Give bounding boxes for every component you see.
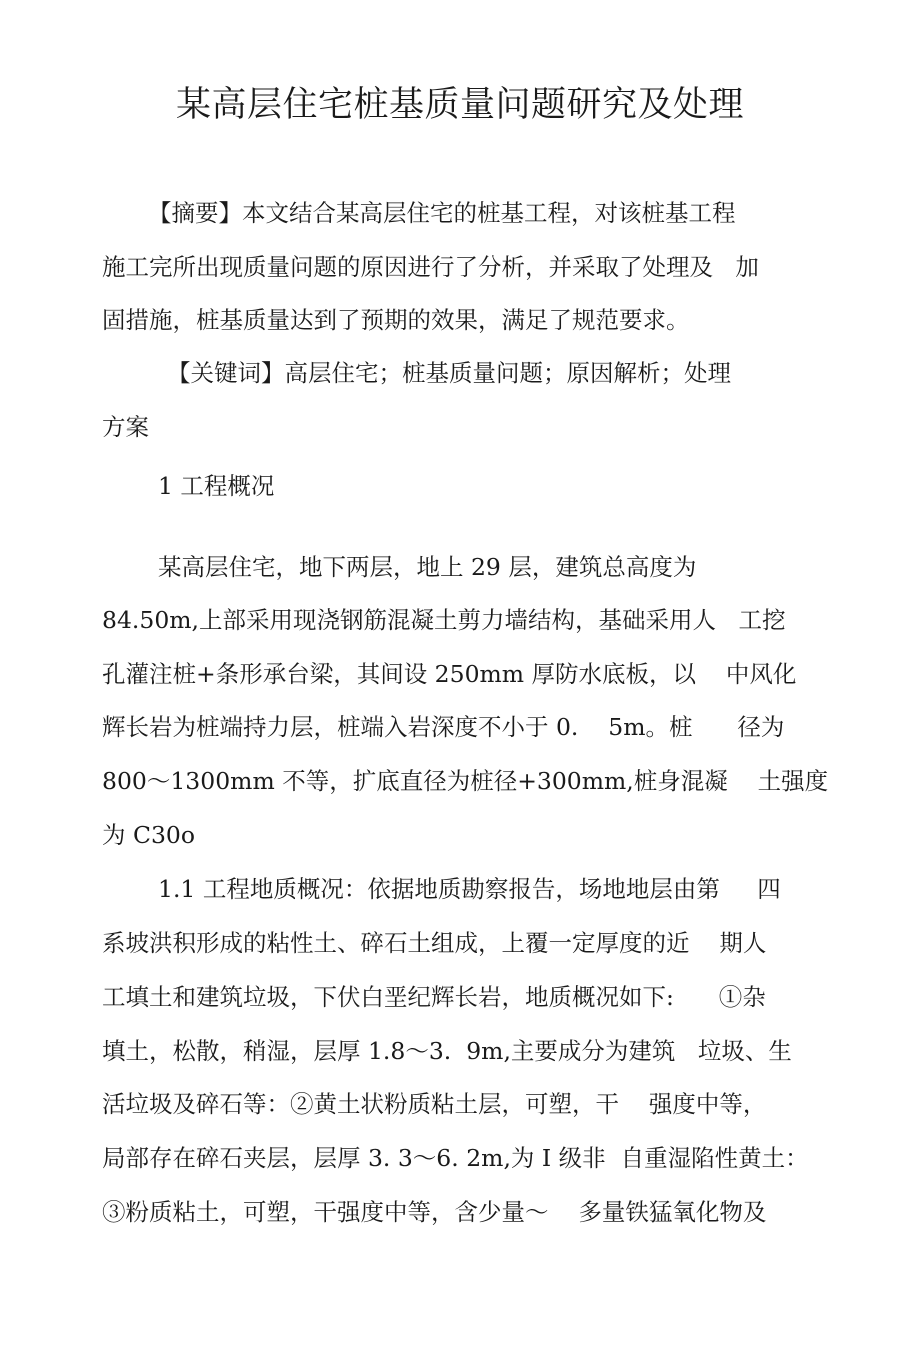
paragraph-line: 800～1300mm 不等，扩底直径为桩径+300mm,桩身混凝 土强度 (102, 767, 829, 795)
section-heading: 1 工程概况 (158, 472, 275, 500)
paragraph-line: 系坡洪积形成的粘性土、碎石土组成，上覆一定厚度的近 期人 (102, 929, 767, 957)
paragraph-line: 84.50m,上部采用现浇钢筋混凝土剪力墙结构，基础采用人 工挖 (102, 606, 786, 634)
paragraph-line: 活垃圾及碎石等：②黄土状粉质粘土层，可塑，干 强度中等， (102, 1090, 767, 1118)
paragraph-line: 孔灌注桩+条形承台梁，其间设 250mm 厚防水底板，以 中风化 (102, 660, 797, 688)
paragraph-line: 为 C30o (102, 821, 196, 849)
abstract-line: 施工完所出现质量问题的原因进行了分析，并采取了处理及 加 (102, 253, 759, 281)
keywords-line: 【关键词】高层住宅；桩基质量问题；原因解析；处理 (167, 359, 731, 387)
paragraph-line: 1.1 工程地质概况：依据地质勘察报告，场地地层由第 四 (158, 875, 781, 903)
document-title: 某高层住宅桩基质量问题研究及处理 (175, 85, 744, 125)
paragraph-line: ③粉质粘土，可塑，干强度中等，含少量～ 多量铁猛氧化物及 (102, 1198, 767, 1226)
paragraph-line: 局部存在碎石夹层，层厚 3. 3～6. 2m,为 I 级非 自重湿陷性黄土： (102, 1144, 809, 1172)
paragraph-line: 某高层住宅，地下两层，地上 29 层，建筑总高度为 (158, 553, 697, 581)
keywords-line: 方案 (102, 413, 149, 441)
abstract-line: 固措施，桩基质量达到了预期的效果，满足了规范要求。 (102, 306, 690, 334)
abstract-line: 【摘要】本文结合某高层住宅的桩基工程，对该桩基工程 (148, 199, 736, 227)
paragraph-line: 工填土和建筑垃圾，下伏白垩纪辉长岩，地质概况如下: ①杂 (102, 983, 766, 1011)
paragraph-line: 填土，松散，稍湿，层厚 1.8～3. 9m,主要成分为建筑 垃圾、生 (102, 1037, 792, 1065)
paragraph-line: 辉长岩为桩端持力层，桩端入岩深度不小于 0. 5m。桩 径为 (102, 713, 785, 741)
